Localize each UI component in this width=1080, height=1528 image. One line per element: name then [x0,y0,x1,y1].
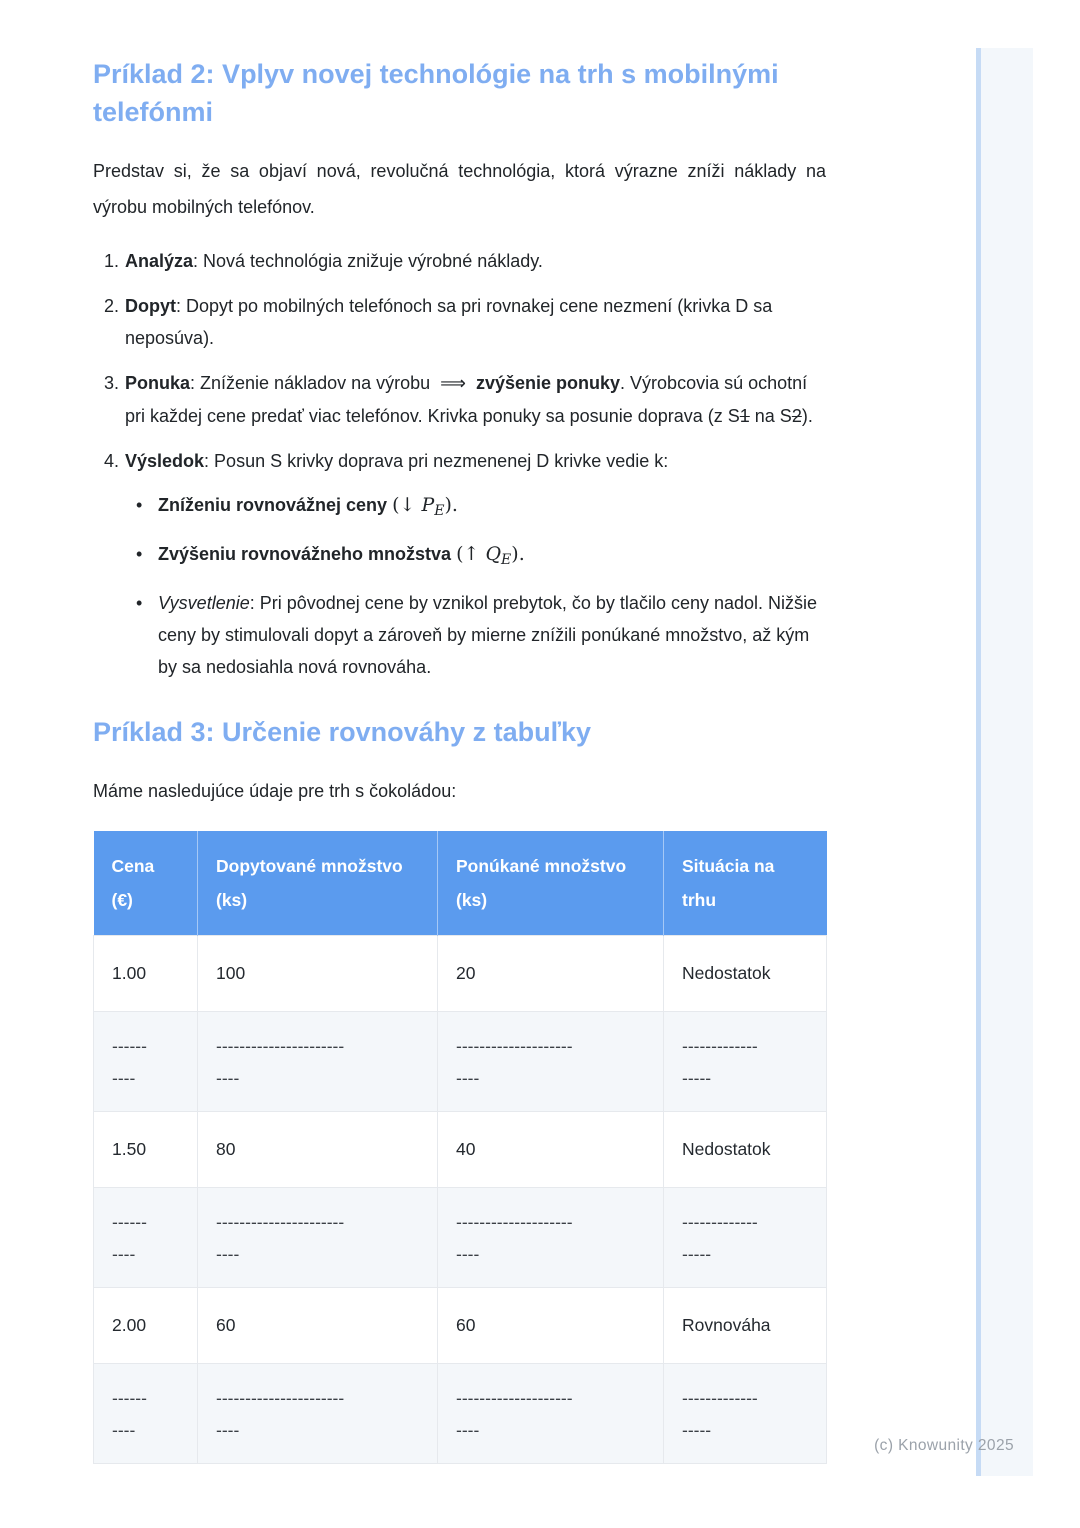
cell-situation: Rovnováha [664,1288,827,1364]
list-item-text [125,245,826,277]
bullet-marker: • [136,593,143,613]
item-label: Ponuka [125,373,191,393]
document-content [93,55,826,1464]
page-edge-pale-strip [981,48,1033,1476]
dash-line: ---------------------- [216,1211,345,1232]
cell-price: 1.50 [94,1112,198,1188]
bullet-marker: • [136,544,143,564]
dash-line: ---- [456,1067,480,1088]
cell-dashes [198,1188,438,1288]
table-header [94,831,827,936]
cell-price: 1.00 [94,936,198,1012]
item-body: : Dopyt po mobilných telefónoch sa pri rovnakej cene nezmení (krivka D sa neposúva). [125,296,773,348]
math-expression [456,543,525,568]
example2-intro: Predstav si, že sa objaví nová, revolučná technológia, ktorá výrazne zníži náklady na výrobu mobilných telefónov. [93,161,826,217]
dash-line: ---- [216,1067,240,1088]
cell-dashes [664,1188,827,1288]
dash-line: ------ [112,1387,147,1408]
math-variable: P [421,494,435,516]
dash-line: ---- [456,1243,480,1264]
dash-line: -------------------- [456,1387,573,1408]
dash-line: ------------- [682,1035,758,1056]
bullet-bold: Zvýšeniu rovnovážneho množstva [158,544,452,564]
example2-title: Príklad 2: Vplyv novej technológie na trh s mobilnými telefónmi [93,59,779,127]
item-body: : Posun S krivky doprava pri nezmenenej D krivke vedie k: [204,451,669,471]
bullet-text [158,538,525,576]
list-number: 1. [104,251,120,271]
bullet-text [158,489,458,527]
example3-intro: Máme nasledujúce údaje pre trh s čokoládou: [93,781,457,801]
copyright-watermark: (c) Knowunity 2025 [874,1437,1014,1454]
column-header-supply: Ponúkané množstvo (ks) [438,831,664,936]
dash-line: -------------------- [456,1035,573,1056]
item-body-c: na S [749,406,792,426]
table-row [94,936,827,1012]
item-body-b: . Výrobcovia sú ochotní pri každej cene predať viac telefónov. Krivka ponuky sa posunie doprava (z S [125,373,808,426]
item-body: : Nová technológia znižuje výrobné náklady. [193,251,543,271]
math-open: (↑ [456,543,486,565]
dash-line: ----- [682,1419,712,1440]
bullet-body: : Pri pôvodnej cene by vznikol prebytok, čo by tlačilo ceny nadol. Nižšie ceny by stimulovali dopyt a zároveň by mierne znížili ponúkané množstvo, až kým by sa nedosiahla nová rovnováha. [158,593,818,677]
cell-dashes [198,1012,438,1112]
bullet-explanation [125,587,826,683]
dash-line: ---------------------- [216,1035,345,1056]
cell-price: 2.00 [94,1288,198,1364]
bullet-marker: • [136,495,143,515]
dash-line: ------------- [682,1387,758,1408]
list-number: 2. [104,296,120,316]
cell-supply: 20 [438,936,664,1012]
math-close: ). [444,494,458,516]
item-label: Dopyt [125,296,176,316]
table-row [94,1288,827,1364]
cell-situation: Nedostatok [664,936,827,1012]
dash-line: ---- [112,1243,136,1264]
cell-demand: 60 [198,1288,438,1364]
bullet-text [158,587,826,683]
cell-supply: 40 [438,1112,664,1188]
list-number: 3. [104,373,120,393]
item-body-a: : Zníženie nákladov na výrobu [190,373,431,393]
dash-line: ------------- [682,1211,758,1232]
table-separator-row [94,1012,827,1112]
list-item-vysledok [93,445,826,683]
list-item-ponuka [93,367,826,432]
cell-dashes [664,1012,827,1112]
item-bold-phrase: zvýšenie ponuky [475,373,621,393]
column-header-situation: Situácia na trhu [664,831,827,936]
table-separator-row [94,1364,827,1464]
list-item-text [125,445,826,683]
cell-dashes [94,1012,198,1112]
item-label: Výsledok [125,451,205,471]
column-header-demand: Dopytované množstvo (ks) [198,831,438,936]
numbered-list [93,245,826,683]
bullet-quantity-increase [125,538,826,576]
dash-line: ----- [682,1243,712,1264]
dash-line: ---- [216,1243,240,1264]
math-expression [392,494,458,519]
list-item-dopyt [93,290,826,354]
list-number: 4. [104,451,120,471]
dash-line: ---- [216,1419,240,1440]
math-open: (↓ [392,494,422,516]
list-item-text [125,290,826,354]
math-close: ). [511,543,525,565]
dash-line: ---- [456,1419,480,1440]
example3-title: Príklad 3: Určenie rovnováhy z tabuľky [93,717,592,747]
implies-arrow-icon: ⟹ [440,373,466,394]
cell-dashes [198,1364,438,1464]
cell-dashes [438,1012,664,1112]
bullet-price-decrease [125,489,826,527]
cell-dashes [664,1364,827,1464]
item-label: Analýza [125,251,194,271]
list-item-analyza [93,245,826,277]
table-separator-row [94,1188,827,1288]
dash-line: ----- [682,1067,712,1088]
bullet-italic-label: Vysvetlenie [158,593,250,613]
bullet-bold: Zníženiu rovnovážnej ceny [158,495,388,515]
dash-line: ---------------------- [216,1387,345,1408]
cell-situation: Nedostatok [664,1112,827,1188]
page-edge-blue-line [976,48,981,1476]
math-variable: Q [485,543,502,565]
column-header-price: Cena (€) [94,831,198,936]
cell-demand: 100 [198,936,438,1012]
math-subscript: E [501,552,512,568]
struck-subscript-1: 1 [739,406,750,426]
math-subscript: E [434,503,445,519]
cell-dashes [438,1364,664,1464]
list-item-text [125,367,826,432]
cell-dashes [94,1188,198,1288]
table-row [94,1112,827,1188]
bullet-list [125,489,826,683]
cell-supply: 60 [438,1288,664,1364]
cell-demand: 80 [198,1112,438,1188]
cell-dashes [94,1364,198,1464]
dash-line: -------------------- [456,1211,573,1232]
item-body-d: ). [801,406,813,426]
dash-line: ------ [112,1211,147,1232]
struck-subscript-2: 2 [791,406,802,426]
dash-line: ---- [112,1067,136,1088]
dash-line: ------ [112,1035,147,1056]
market-data-table [93,831,827,1464]
dash-line: ---- [112,1419,136,1440]
cell-dashes [438,1188,664,1288]
